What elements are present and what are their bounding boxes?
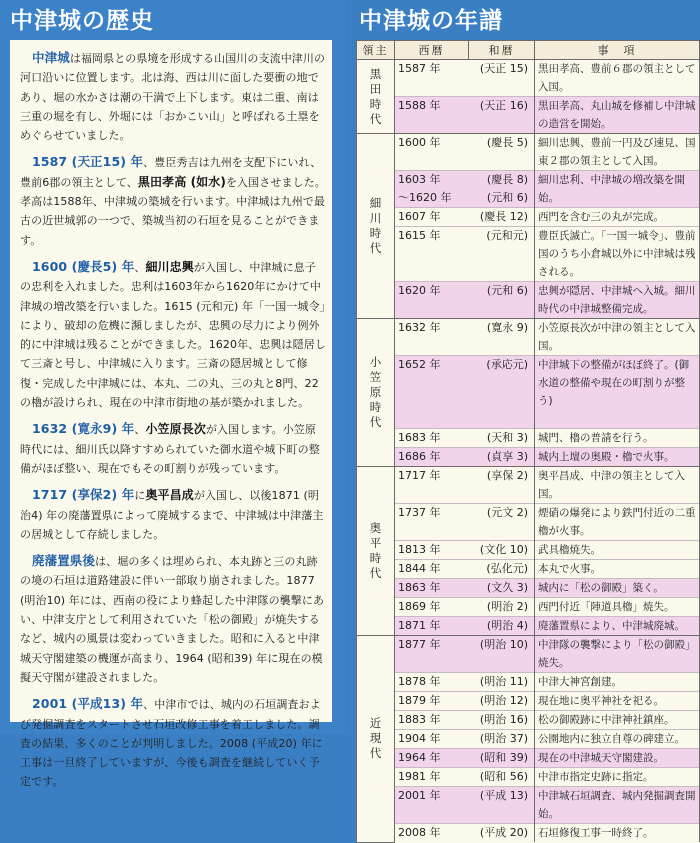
western-year-cell: 1844 年 [395, 560, 469, 579]
history-heading-text: 1587 (天正15) 年 [32, 154, 144, 170]
header-western-year: 西暦 [395, 41, 469, 60]
header-event: 事 項 [535, 41, 700, 60]
event-cell: 城門、櫓の普請を行う。 [535, 429, 700, 448]
event-cell: 小笠原長次が中津の領主として入国。 [535, 319, 700, 356]
table-row [357, 560, 700, 579]
event-cell: 現在の中津城天守閣建設。 [535, 749, 700, 768]
history-bold-name: 奥平昌成 [145, 488, 194, 503]
history-paragraph [20, 152, 326, 249]
era-cell: 近 現 代 [357, 636, 395, 843]
era-cell: 小 笠 原 時 代 [357, 319, 395, 467]
table-row [357, 282, 700, 319]
history-text: 、 [134, 423, 146, 437]
table-header-row [357, 41, 700, 60]
event-cell: 中津城石垣調査、城内発掘調査開始。 [535, 787, 700, 824]
event-cell: 中津城下の整備がほぼ終了。(御水道の整備や現在の町割りが整う) [535, 356, 700, 429]
western-year-cell: 2008 年 [395, 824, 469, 843]
japanese-year-cell: (承応元) [469, 356, 535, 429]
event-cell: 現在地に奥平神社を祀る。 [535, 692, 700, 711]
event-cell: 石垣修復工事一時終了。 [535, 824, 700, 843]
japanese-year-cell: (元文 2) [469, 504, 535, 541]
japanese-year-cell: (昭和 56) [469, 768, 535, 787]
table-row [357, 598, 700, 617]
history-text: 、 [134, 260, 146, 274]
table-row [357, 730, 700, 749]
event-cell: 奥平昌成、中津の領主として入国。 [535, 467, 700, 504]
event-cell: 西門付近「陣道具櫓」焼失。 [535, 598, 700, 617]
event-cell: 中津大神宮創建。 [535, 673, 700, 692]
event-cell: 黒田孝高、豊前６郡の領主として入国。 [535, 60, 700, 97]
western-year-cell: 1603 年 ～1620 年 [395, 171, 469, 208]
header-japanese-year: 和暦 [469, 41, 535, 60]
western-year-cell: 1620 年 [395, 282, 469, 319]
history-text: が入国します。小笠原時代には、細川氏以降すすめられていた御水道や城下町の整備がほぼ整い、現在でもその町割りが残っています。 [20, 423, 320, 475]
history-heading-text: 2001 (平成13) 年 [32, 696, 144, 712]
western-year-cell: 1652 年 [395, 356, 469, 429]
history-panel [0, 0, 345, 789]
history-text: 、中津市では、城内の石垣調査および発掘調査をスタートさせ石垣改修工事を着工しました。調査の結果、多くのことが判明しました。2008 (平成20) 年に工事は一旦終了していますが、今後も調査を継続していく予定です。 [20, 698, 323, 789]
event-cell: 城内上壇の奥殿・櫓で火事。 [535, 448, 700, 467]
history-text: に [134, 489, 146, 503]
history-text: が入国し、以後1871 (明治4) 年の廃藩置県によって廃城するまで、中津城は中津藩主の居城として存続しました。 [20, 489, 324, 541]
western-year-cell: 1964 年 [395, 749, 469, 768]
table-row [357, 134, 700, 171]
event-cell: 黒田孝高、丸山城を修補し中津城の造営を開始。 [535, 97, 700, 134]
event-cell: 西門を含む三の丸が完成。 [535, 208, 700, 227]
japanese-year-cell: (天正 16) [469, 97, 535, 134]
event-cell: 本丸で火事。 [535, 560, 700, 579]
western-year-cell: 1879 年 [395, 692, 469, 711]
table-row [357, 768, 700, 787]
event-cell: 細川忠利、中津城の増改築を開始。 [535, 171, 700, 208]
era-cell: 黒 田 時 代 [357, 60, 395, 134]
western-year-cell: 1615 年 [395, 227, 469, 282]
western-year-cell: 1632 年 [395, 319, 469, 356]
history-paragraph [20, 694, 326, 791]
table-row [357, 467, 700, 504]
table-row [357, 749, 700, 768]
table-row [357, 319, 700, 356]
table-row [357, 824, 700, 843]
table-row [357, 692, 700, 711]
event-cell: 細川忠興、豊前一円及び速見、国東２郡の領主として入国。 [535, 134, 700, 171]
history-text: 、豊臣秀吉は九州を支配下にいれ、豊前6郡の領主として、 [20, 156, 322, 189]
japanese-year-cell: (明治 12) [469, 692, 535, 711]
western-year-cell: 1869 年 [395, 598, 469, 617]
table-row [357, 636, 700, 673]
western-year-cell: 1737 年 [395, 504, 469, 541]
japanese-year-cell: (平成 13) [469, 787, 535, 824]
history-paragraph [20, 551, 326, 687]
history-heading-text: 1600 (慶長5) 年 [32, 258, 135, 274]
table-row [357, 541, 700, 560]
japanese-year-cell: (文化 10) [469, 541, 535, 560]
western-year-cell: 1904 年 [395, 730, 469, 749]
history-bold-name: 細川忠興 [145, 259, 194, 274]
table-row [357, 356, 700, 429]
table-row [357, 673, 700, 692]
history-text: は福岡県との県境を形成する山国川の支流中津川の河口沿いに位置します。北は海、西は川に面した要衝の地であり、堀の水かさは潮の干満で上下します。東は二重、南は三重の堀を有し、外堀には「おかこい山」と呼ばれる土塁をめぐらせていました。 [20, 52, 326, 143]
table-row [357, 504, 700, 541]
table-row [357, 208, 700, 227]
japanese-year-cell: (文久 3) [469, 579, 535, 598]
japanese-year-cell: (昭和 39) [469, 749, 535, 768]
western-year-cell: 1686 年 [395, 448, 469, 467]
japanese-year-cell: (明治 4) [469, 617, 535, 636]
table-row [357, 97, 700, 134]
chronology-panel [345, 0, 700, 839]
table-row [357, 617, 700, 636]
table-row [357, 429, 700, 448]
japanese-year-cell: (明治 16) [469, 711, 535, 730]
western-year-cell: 1981 年 [395, 768, 469, 787]
table-row [357, 787, 700, 824]
western-year-cell: 1600 年 [395, 134, 469, 171]
japanese-year-cell: (明治 11) [469, 673, 535, 692]
western-year-cell: 2001 年 [395, 787, 469, 824]
western-year-cell: 1877 年 [395, 636, 469, 673]
history-text: は、堀の多くは埋められ、本丸跡と三の丸跡の境の石垣は道路建設に伴い一部取り崩されました。1877 (明治10) 年には、西南の役により蜂起した中津隊の襲撃にあい、中津支庁として利用されていた「松の御殿」が焼失するなど、城内の風景は変わっていきました。昭和に入ると中津城天守閣建築の機運が高まり、1964 (昭和39) 年に現在の模擬天守閣が建設されました。 [20, 555, 325, 684]
japanese-year-cell: (明治 10) [469, 636, 535, 673]
table-row [357, 448, 700, 467]
chronology-title: 中津城の年譜 [359, 8, 503, 34]
western-year-cell: 1813 年 [395, 541, 469, 560]
table-row [357, 227, 700, 282]
japanese-year-cell: (享保 2) [469, 467, 535, 504]
history-paragraph [20, 257, 326, 412]
japanese-year-cell: (弘化元) [469, 560, 535, 579]
japanese-year-cell: (明治 2) [469, 598, 535, 617]
japanese-year-cell: (元和 6) [469, 282, 535, 319]
japanese-year-cell: (貞享 3) [469, 448, 535, 467]
event-cell: 忠興が隠居、中津城へ入城。細川時代の中津城整備完成。 [535, 282, 700, 319]
history-text: を入国させました。孝高は1588年、中津城の築城を行います。中津城は九州で最古の近世城郭の一つで、築城当初の石垣を見ることができます。 [20, 175, 326, 247]
western-year-cell: 1878 年 [395, 673, 469, 692]
western-year-cell: 1871 年 [395, 617, 469, 636]
japanese-year-cell: (天正 15) [469, 60, 535, 97]
table-row [357, 579, 700, 598]
japanese-year-cell: (慶長 12) [469, 208, 535, 227]
history-bold-name: 小笠原長次 [145, 422, 206, 437]
western-year-cell: 1683 年 [395, 429, 469, 448]
western-year-cell: 1717 年 [395, 467, 469, 504]
event-cell: 豊臣氏滅亡。「一国一城令」、豊前国のうち小倉城以外に中津城は残される。 [535, 227, 700, 282]
header-lord: 領主 [357, 41, 395, 60]
era-cell: 細 川 時 代 [357, 134, 395, 319]
japanese-year-cell: (天和 3) [469, 429, 535, 448]
history-heading-text: 中津城 [32, 50, 70, 65]
japanese-year-cell: (元和元) [469, 227, 535, 282]
japanese-year-cell: (明治 37) [469, 730, 535, 749]
western-year-cell: 1883 年 [395, 711, 469, 730]
history-heading-text: 1717 (享保2) 年 [32, 487, 135, 503]
history-heading-text: 廃藩置県後 [32, 553, 96, 569]
history-body [10, 40, 332, 792]
event-cell: 煙硝の爆発により鉄門付近の二重櫓が火事。 [535, 504, 700, 541]
history-title: 中津城の歴史 [10, 8, 154, 34]
event-cell: 廃藩置県により、中津城廃城。 [535, 617, 700, 636]
western-year-cell: 1607 年 [395, 208, 469, 227]
history-text-box [10, 40, 332, 789]
era-cell: 奥 平 時 代 [357, 467, 395, 636]
western-year-cell: 1588 年 [395, 97, 469, 134]
western-year-cell: 1587 年 [395, 60, 469, 97]
japanese-year-cell: (慶長 5) [469, 134, 535, 171]
western-year-cell: 1863 年 [395, 579, 469, 598]
history-paragraph [20, 419, 326, 478]
event-cell: 城内に「松の御殿」築く。 [535, 579, 700, 598]
table-row [357, 711, 700, 730]
event-cell: 武具櫓焼失。 [535, 541, 700, 560]
history-paragraph [20, 48, 326, 145]
event-cell: 中津市指定史跡に指定。 [535, 768, 700, 787]
japanese-year-cell: (慶長 8) (元和 6) [469, 171, 535, 208]
history-text: が入国し、中津城に息子の忠利を入れました。忠利は1603年から1620年にかけて中津城の増改築を行いました。1615 (元和元) 年「一国一城令」により、破却の危機に瀕しましたが、忠興の尽力により例外的に中津城は残ることができました。1620年、忠興は隠居して三斎と号し、中津城に入ります。三斎の隠居城として修復・完成した中津城には、本丸、二の丸、三の丸と8門、22の櫓が設けられ、現在の中津市街地の基が築かれました。 [20, 260, 326, 410]
event-cell: 松の御殿跡に中津神社鎮座。 [535, 711, 700, 730]
history-bold-name: 黒田孝高 (如水) [137, 174, 226, 189]
history-heading-text: 1632 (寛永9) 年 [32, 421, 135, 437]
chronology-body [357, 60, 700, 843]
history-paragraph [20, 485, 326, 544]
japanese-year-cell: (寛永 9) [469, 319, 535, 356]
table-row [357, 171, 700, 208]
event-cell: 公園地内に独立自尊の碑建立。 [535, 730, 700, 749]
event-cell: 中津隊の襲撃により「松の御殿」焼失。 [535, 636, 700, 673]
chronology-table [356, 40, 700, 843]
table-row [357, 60, 700, 97]
japanese-year-cell: (平成 20) [469, 824, 535, 843]
